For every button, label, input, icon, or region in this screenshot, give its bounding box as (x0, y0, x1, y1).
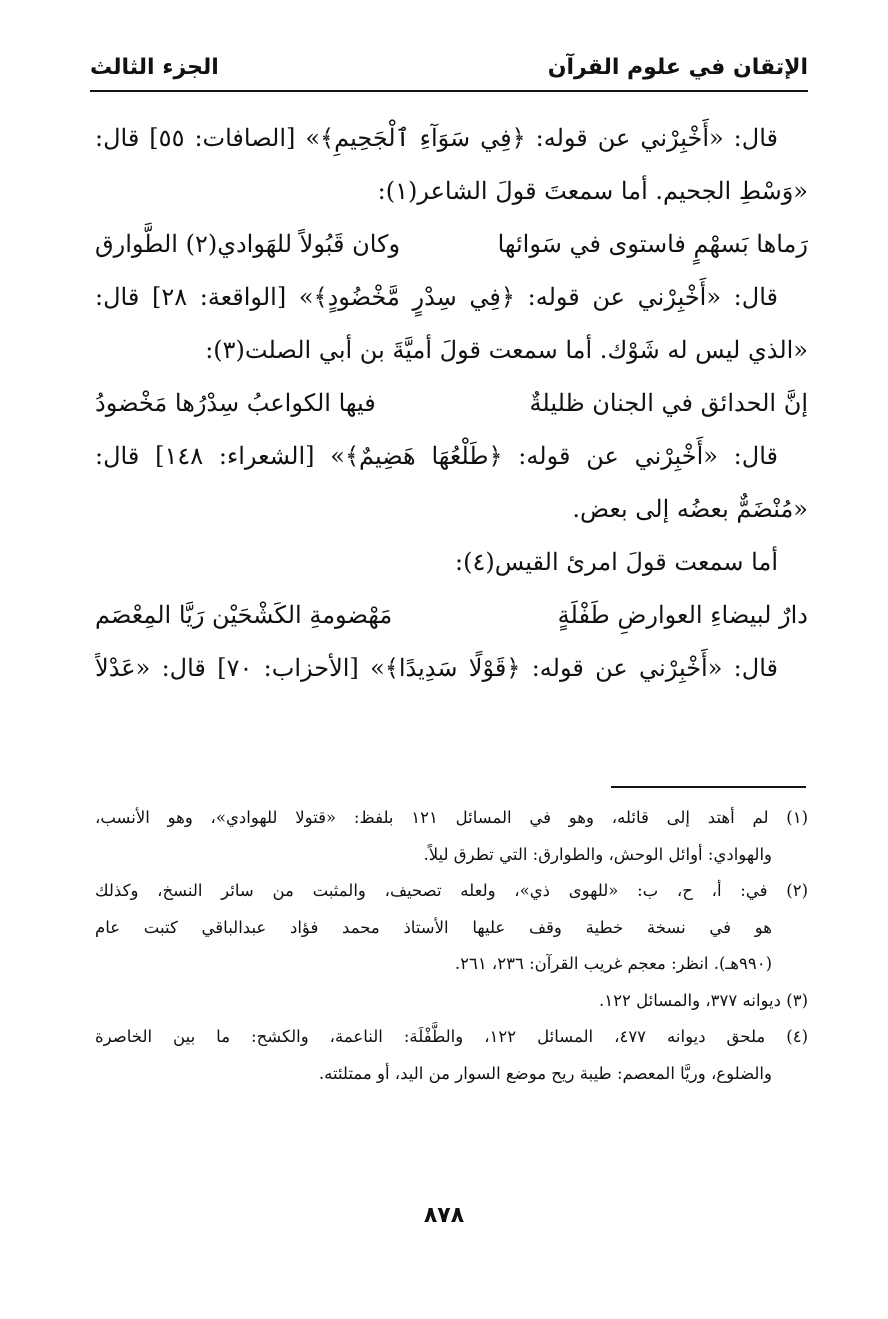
poetry-verse (95, 589, 808, 642)
poetry-verse (95, 377, 808, 430)
footnote-line: (٢) في: أ، ح، ب: «للهوى ذي»، ولعله تصحيف، والمثبت من سائر النسخ، وكذلك (95, 881, 808, 900)
footnote-separator (611, 786, 806, 788)
verse-hemistich-first: إنَّ الحدائق في الجنان ظليلةٌ (529, 389, 808, 417)
footnotes (95, 800, 808, 1092)
footnote-line: والضلوع، وريَّا المعصم: طيبة ريح موضع السوار من اليد، أو ممتلئته. (318, 1063, 772, 1083)
text-line: أما سمعت قولَ امرئ القيس(٤): (454, 548, 778, 576)
verse-hemistich-first: رَماها بَسهْمٍ فاستوى في سَوائها (497, 230, 808, 258)
text-line: قال: «أَخْبِرْني عن قوله: ﴿طَلْعُهَا هَضِيمٌ﴾» [الشعراء: ١٤٨] قال: (95, 442, 778, 470)
footnote-line: هو في نسخة خطية وقف عليها الأستاذ محمد فؤاد عبدالباقي كتبت عام (95, 917, 772, 937)
verse-hemistich-second: فيها الكواعبُ سِدْرُها مَخْضودُ (95, 389, 376, 417)
page-number: ٨٧٨ (423, 1203, 465, 1228)
text-line: قال: «أَخْبِرْني عن قوله: ﴿قَوْلًا سَدِيدًا﴾» [الأحزاب: ٧٠] قال: «عَدْلاً (95, 654, 778, 682)
main-text (95, 112, 808, 695)
book-title: الإتقان في علوم القرآن (547, 54, 808, 80)
text-line: «وَسْطِ الجحيم. أما سمعتَ قولَ الشاعر(١): (377, 177, 808, 205)
footnote-line: والهوادي: أوائل الوحش، والطوارق: التي تطرق ليلاً. (423, 844, 772, 864)
text-line: قال: «أَخْبِرْني عن قوله: ﴿فِي سِدْرٍ مَّخْضُودٍ﴾» [الواقعة: ٢٨] قال: (95, 283, 778, 311)
verse-hemistich-second: مَهْضومةِ الكَشْحَيْن رَيَّا المِعْصَم (95, 601, 393, 629)
footnote-line: (١) لم أهتد إلى قائله، وهو في المسائل ١٢١ بلفظ: «قتولا للهوادي»، وهو الأنسب، (95, 808, 808, 827)
text-line: قال: «أَخْبِرْني عن قوله: ﴿فِي سَوَآءِ ٱلْجَحِيمِ﴾» [الصافات: ٥٥] قال: (95, 124, 778, 152)
text-line: «مُنْضَمٌّ بعضُه إلى بعض. (572, 495, 808, 523)
running-header (90, 44, 808, 92)
footnote-line: (٣) ديوانه ٣٧٧، والمسائل ١٢٢. (599, 990, 808, 1010)
footnote-line: (٤) ملحق ديوانه ٤٧٧، المسائل ١٢٢، والطَّفْلَة: الناعمة، والكشح: ما بين الخاصرة (95, 1027, 808, 1046)
verse-hemistich-first: دارٌ لبيضاءِ العوارضِ طَفْلَةٍ (557, 601, 808, 629)
volume-label: الجزء الثالث (90, 54, 219, 80)
text-line: «الذي ليس له شَوْك. أما سمعت قولَ أميَّةَ بن أبي الصلت(٣): (205, 336, 808, 364)
footnote-line: (٩٩٠هـ). انظر: معجم غريب القرآن: ٢٣٦، ٢٦١. (454, 954, 772, 973)
verse-hemistich-second: وكان قَبُولاً للهَوادي(٢) الطَّوارق (95, 230, 401, 258)
poetry-verse (95, 218, 808, 271)
